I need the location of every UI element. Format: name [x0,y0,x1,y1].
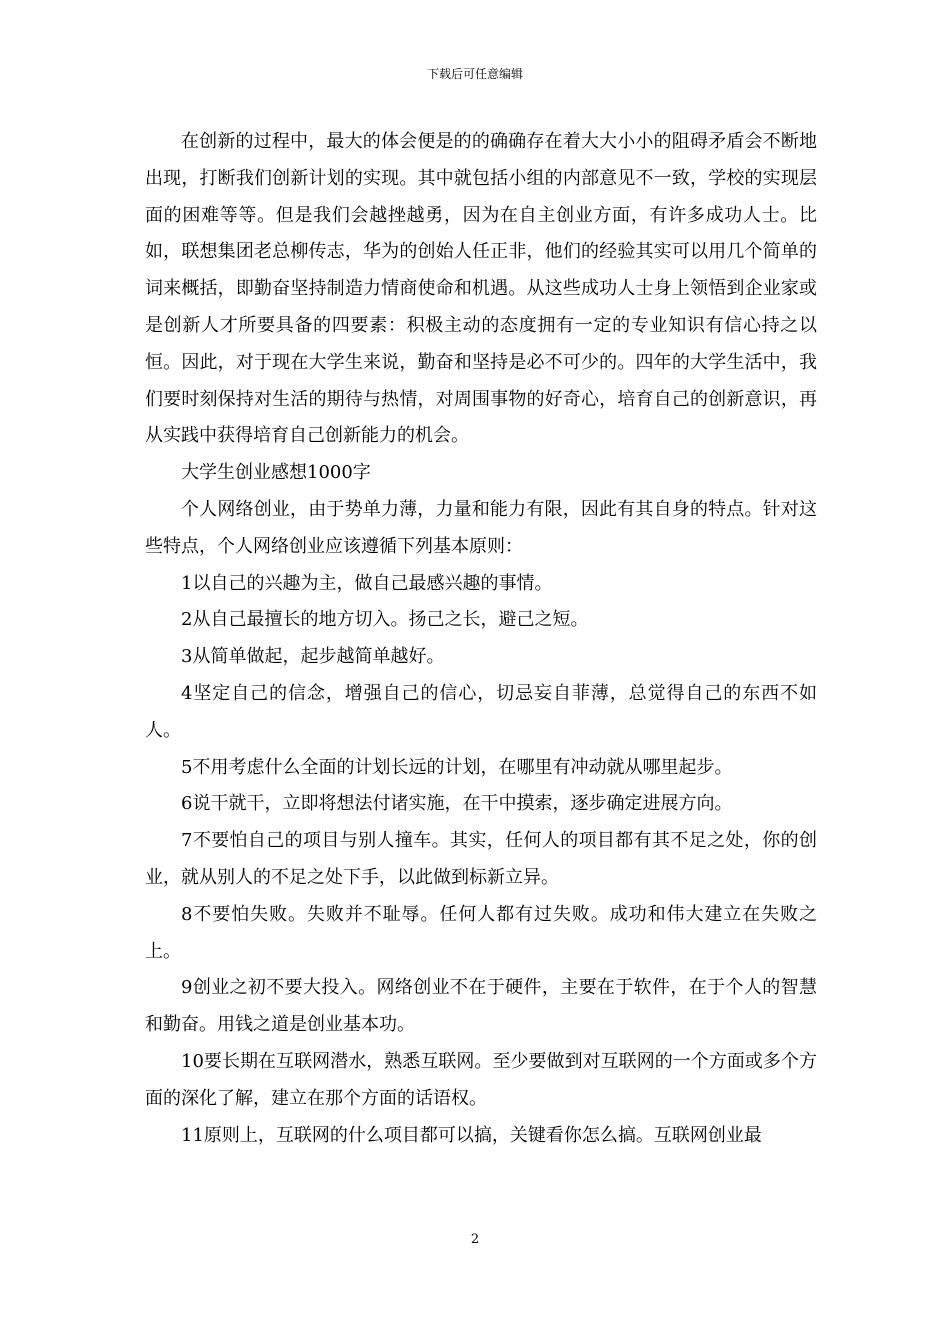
principle-item-11: 11原则上，互联网的什么项目都可以搞，关键看你怎么搞。互联网创业最 [181,1124,762,1146]
section-title: 大学生创业感想1000字 [181,462,371,484]
principle-item-9: 9创业之初不要大投入。网络创业不在于硬件，主要在于软件，在于个人的智慧和勤奋。用钱之道是创业基本功。 [145,977,817,1036]
page-number: 2 [470,1232,480,1247]
principle-item-1: 1以自己的兴趣为主，做自己最感兴趣的事情。 [181,572,553,594]
principle-item-5: 5不用考虑什么全面的计划长远的计划，在哪里有冲动就从哪里起步。 [181,756,733,778]
paragraph-innovation-reflection: 在创新的过程中，最大的体会便是的的确确存在着大大小小的阻碍矛盾会不断地出现，打断我们创新计划的实现。其中就包括小组的内部意见不一致，学校的实现层面的困难等等。但是我们会越挫越勇，因为在自主创业方面，有许多成功人士。比如，联想集团老总柳传志，华为的创始人任正非，他们的经验其实可以用几个简单的词来概括，即勤奋坚持制造力情商使命和机遇。从这些成功人士身上领悟到企业家或是创新人才所要具备的四要素：积极主动的态度拥有一定的专业知识有信心持之以恒。因此，对于现在大学生来说，勤奋和坚持是必不可少的。四年的大学生活中，我们要时刻保持对生活的期待与热情，对周围事物的好奇心，培育自己的创新意识，再从实践中获得培育自己创新能力的机会。 [145,131,817,447]
paragraph-intro: 个人网络创业，由于势单力薄，力量和能力有限，因此有其自身的特点。针对这些特点，个人网络创业应该遵循下列基本原则： [145,498,817,557]
principle-item-6: 6说干就干，立即将想法付诸实施，在干中摸索，逐步确定进展方向。 [181,793,733,815]
principle-item-3: 3从简单做起，起步越简单越好。 [181,646,445,668]
principle-item-2: 2从自己最擅长的地方切入。扬己之长，避己之短。 [181,609,589,631]
document-body [145,124,817,1154]
principle-item-8: 8不要怕失败。失败并不耻辱。任何人都有过失败。成功和伟大建立在失败之上。 [145,903,817,962]
page-header: 下载后可任意编辑 [426,67,523,81]
principle-item-10: 10要长期在互联网潜水，熟悉互联网。至少要做到对互联网的一个方面或多个方面的深化了解，建立在那个方面的话语权。 [145,1050,817,1109]
principle-item-4: 4坚定自己的信念，增强自己的信心，切忌妄自菲薄，总觉得自己的东西不如人。 [145,682,817,741]
principle-item-7: 7不要怕自己的项目与别人撞车。其实，任何人的项目都有其不足之处，你的创业，就从别人的不足之处下手，以此做到标新立异。 [145,830,817,888]
